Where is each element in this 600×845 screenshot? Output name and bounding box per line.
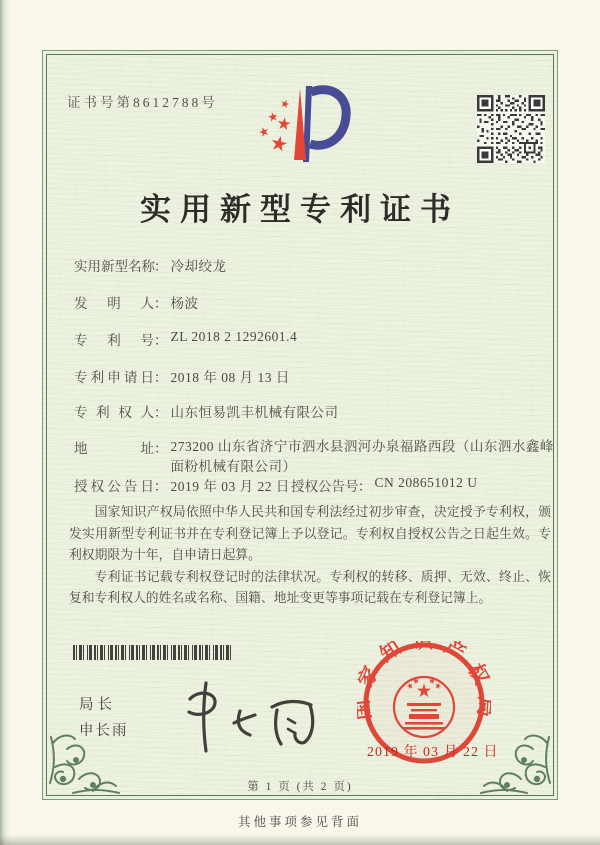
field-value: ZL 2018 2 1292601.4 — [170, 329, 298, 344]
field-label: 地址 — [74, 441, 154, 456]
field-colon: ： — [154, 405, 168, 420]
legal-paragraph-1: 国家知识产权局依照中华人民共和国专利法经过初步审查，决定授予专利权，颁发实用新型专利证书并在专利登记簿上予以登记。专利权自授权公告之日起生效。专利权期限为十年，自申请日起算。 — [69, 505, 551, 562]
field-value: 山东恒易凯丰机械有限公司 — [170, 405, 339, 420]
scan-bottom-shadow — [0, 835, 600, 845]
scan-page-edge — [0, 0, 10, 845]
field-label: 授权公告日 — [74, 479, 154, 494]
field-label: 专利权人 — [74, 405, 154, 420]
field-grant-number — [291, 475, 478, 495]
director-title: 局长 — [79, 697, 116, 713]
seal-agency-text: 家知识产权 — [357, 641, 491, 691]
field-address — [74, 437, 567, 477]
field-colon: ： — [154, 479, 168, 494]
field-colon: ： — [154, 259, 168, 274]
field-label: 专利申请日 — [74, 370, 154, 385]
qr-code — [477, 95, 545, 163]
certificate-title: 实用新型专利证书 — [140, 192, 460, 227]
field-value: 2018 年 08 月 13 日 — [170, 370, 290, 385]
legal-paragraph-2: 专利证书记载专利权登记时的法律状况。专利权的转移、质押、无效、终止、恢复和专利权人的姓名或名称、国籍、地址变更等事项记载在专利登记簿上。 — [69, 569, 551, 605]
field-patentee — [74, 401, 339, 421]
field-value: CN 208651012 U — [374, 475, 478, 490]
field-colon: ： — [154, 441, 168, 456]
back-note: 其他事项参见背面 — [237, 815, 362, 829]
field-patent-number — [74, 329, 297, 349]
field-label: 发明人 — [74, 296, 154, 311]
field-filing-date — [74, 366, 290, 386]
field-label: 专利号 — [74, 333, 154, 348]
field-value: 杨波 — [170, 296, 199, 311]
field-inventor — [74, 292, 199, 312]
field-colon: ： — [154, 333, 168, 348]
cnipa-logo-icon — [253, 81, 353, 171]
field-value: 273200 山东省济宁市泗水县泗河办泉福路西段（山东泗水鑫峰面粉机械有限公司） — [170, 439, 554, 474]
page-number: 第 1 页 (共 2 页) — [247, 781, 353, 793]
field-label: 授权公告号 — [291, 479, 359, 494]
field-colon: ： — [358, 479, 372, 494]
field-utility-model-name — [74, 255, 227, 275]
field-colon: ： — [154, 296, 168, 311]
field-value: 2019 年 03 月 22 日 — [170, 479, 290, 494]
field-label: 实用新型名称 — [74, 259, 155, 274]
field-colon: ： — [154, 370, 168, 385]
field-grant-date — [74, 475, 290, 495]
director-signature — [176, 673, 326, 758]
certificate-frame — [42, 50, 558, 800]
corner-flourish-icon — [467, 709, 555, 797]
director-name: 申长雨 — [79, 723, 129, 739]
field-value: 冷却绞龙 — [170, 259, 227, 274]
barcode — [73, 645, 233, 660]
legal-text — [69, 502, 551, 610]
seal-date: 2019 年 03 月 22 日 — [367, 745, 499, 760]
corner-flourish-icon — [45, 709, 133, 797]
certificate-number: 证书号第8612788号 — [67, 95, 218, 110]
